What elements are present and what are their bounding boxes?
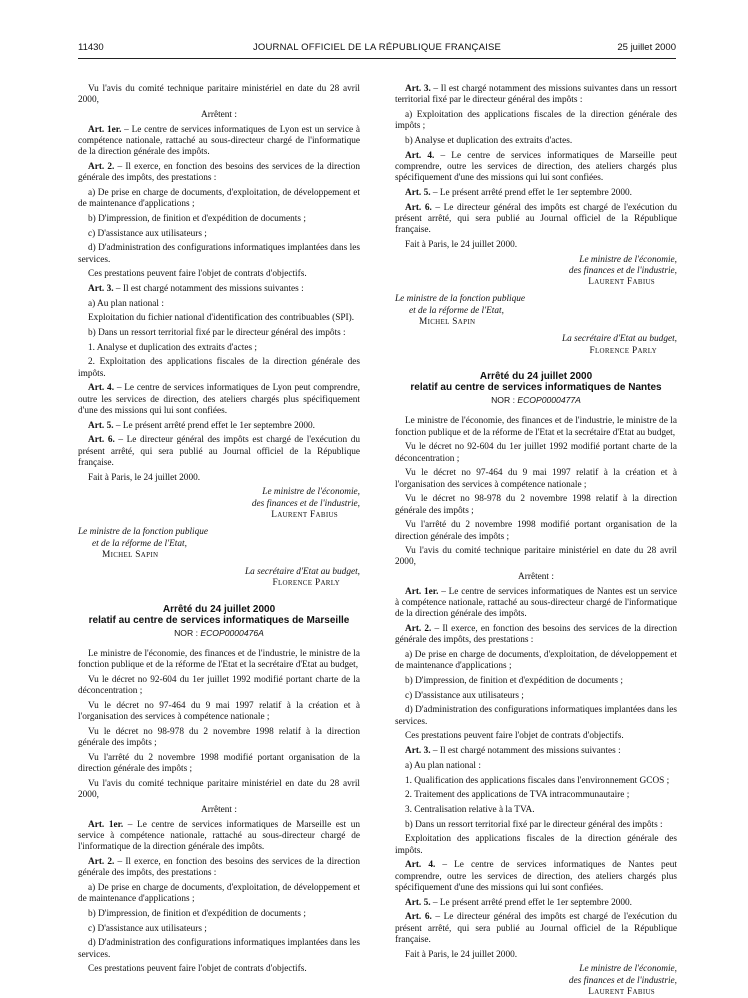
signature-title: et de la réforme de l'Etat,	[92, 538, 187, 549]
article-label: Art. 6.	[405, 912, 432, 923]
paragraph: Vu l'avis du comité technique paritaire ministériel en date du 28 avril 2000,	[78, 84, 360, 106]
article-text: – Le présent arrêté prend effet le 1er septembre 2000.	[113, 420, 315, 431]
paragraph: Ces prestations peuvent faire l'objet de contrats d'objectifs.	[88, 964, 307, 975]
article-4	[395, 860, 677, 894]
article-text: – Il exerce, en fonction des besoins des services de la direction générale des impôts, des prestations :	[78, 161, 360, 184]
article-text: – Le centre de services informatiques de Marseille est un service à compétence nationale, rattaché au sous-directeur chargé de l'informatique de la direction générale des impôts.	[78, 819, 360, 853]
decree-title-nantes	[395, 371, 677, 394]
article-text: – Le présent arrêté prend effet le 1er septembre 2000.	[430, 187, 632, 198]
article-6	[395, 203, 677, 237]
list-item: 1. Analyse et duplication des extraits d'actes ;	[88, 342, 257, 353]
article-text: – Le centre de services informatiques de Lyon est un service à compétence nationale, rattaché au sous-directeur chargé de l'informatique de la direction générale des impôts.	[78, 124, 360, 158]
signature-name: Laurent Fabius	[588, 986, 655, 997]
list-item: b) Dans un ressort territorial fixé par le directeur général des impôts :	[405, 819, 663, 830]
article-5	[78, 421, 360, 432]
article-1	[78, 820, 360, 854]
nor-code: ECOP0000477A	[517, 394, 581, 405]
article-text: – Il exerce, en fonction des besoins des services de la direction générale des impôts, des prestations :	[395, 624, 677, 646]
paragraph: Vu l'avis du comité technique paritaire ministériel en date du 28 avril 2000,	[78, 778, 360, 801]
list-item: a) De prise en charge de documents, d'exploitation, de développement et de maintenance d'applications ;	[395, 650, 677, 672]
list-item: c) D'assistance aux utilisateurs ;	[88, 228, 207, 239]
article-6	[395, 912, 677, 946]
list-item: a) Au plan national :	[405, 760, 481, 771]
list-item: 3. Centralisation relative à la TVA.	[405, 804, 535, 815]
fait-a-paris: Fait à Paris, le 24 juillet 2000.	[405, 949, 518, 960]
arretent-heading: Arrêtent :	[518, 572, 554, 583]
nor-label: NOR :	[491, 394, 518, 405]
article-label: Art. 2.	[88, 161, 115, 172]
paragraph: Vu l'arrêté du 2 novembre 1998 modifié portant organisation de la direction générale des impôts ;	[78, 752, 360, 775]
list-item: a) De prise en charge de documents, d'exploitation, de développement et de maintenance d'applications ;	[78, 882, 360, 905]
article-3	[395, 746, 677, 757]
decree-title-line: Arrêté du 24 juillet 2000	[162, 603, 276, 615]
article-label: Art. 6.	[88, 435, 115, 446]
article-text: – Le centre de services informatiques de Nantes est un service à compétence nationale, rattaché au sous-directeur chargé de l'informatique de la direction générale des impôts.	[395, 586, 677, 620]
issue-date: 25 juillet 2000	[617, 42, 676, 53]
signature-title: La secrétaire d'Etat au budget,	[245, 567, 360, 578]
article-text: – Le centre de services informatiques de Lyon peut comprendre, outre les services de direction, des ateliers chargés plus spécifiquement d'une des missions qui lui sont confiées.	[78, 383, 361, 416]
decree-title-line: relatif au centre de services informatiques de Marseille	[88, 615, 350, 627]
article-text: – Il est chargé notamment des missions suivantes dans un ressort territorial fixé par le directeur général des impôts :	[395, 84, 677, 106]
article-label: Art. 1er.	[88, 124, 122, 135]
article-label: Art. 4.	[88, 383, 115, 394]
signature-ministre-fonction-publique	[78, 527, 360, 561]
signature-title: des finances et de l'industrie,	[568, 265, 677, 276]
nor-reference	[78, 628, 360, 639]
paragraph: Vu le décret no 98-978 du 2 novembre 1998 relatif à la direction générale des impôts ;	[395, 494, 677, 516]
nor-code: ECOP0000476A	[200, 627, 264, 638]
fait-a-paris: Fait à Paris, le 24 juillet 2000.	[88, 472, 201, 483]
article-text: – Il est chargé notamment des missions suivantes :	[113, 283, 304, 294]
list-item: 2. Exploitation des applications fiscales de la direction générale des impôts.	[78, 357, 360, 379]
journal-title: JOURNAL OFFICIEL DE LA RÉPUBLIQUE FRANÇAISE	[252, 42, 502, 53]
signature-title: Le ministre de l'économie,	[579, 254, 677, 265]
arretent-heading: Arrêtent :	[201, 109, 237, 120]
paragraph: Vu le décret no 97-464 du 9 mai 1997 relatif à la création et à l'organisation des services à compétence nationale ;	[78, 700, 360, 723]
paragraph: Le ministre de l'économie, des finances et de l'industrie, le ministre de la fonction publique et de la réforme de l'Etat et la secrétaire d'Etat au budget,	[78, 649, 360, 671]
article-3	[78, 284, 360, 295]
signature-title: Le ministre de l'économie,	[262, 487, 360, 498]
article-label: Art. 1er.	[88, 819, 124, 830]
list-item: d) D'administration des configurations informatiques implantées dans les services.	[78, 938, 360, 960]
signature-ministre-fonction-publique	[395, 294, 677, 328]
article-text: – Le présent arrêté prend effet le 1er septembre 2000.	[430, 897, 632, 908]
article-label: Art. 4.	[405, 150, 435, 161]
signature-title: La secrétaire d'Etat au budget,	[562, 334, 677, 345]
decree-title-line: relatif au centre de services informatiques de Nantes	[410, 382, 662, 394]
paragraph: Vu le décret no 98-978 du 2 novembre 1998 relatif à la direction générale des impôts ;	[78, 726, 360, 749]
page-header	[78, 42, 676, 59]
article-text: – Le centre de services informatiques de Nantes peut comprendre, outre les services de direction, des ateliers chargés plus spécifiquement d'une des missions qui lui sont confiées.	[395, 860, 678, 893]
article-label: Art. 6.	[405, 202, 432, 213]
signature-name: Laurent Fabius	[588, 277, 655, 288]
nor-label: NOR :	[174, 627, 201, 638]
signature-ministre-economie	[78, 487, 360, 521]
list-item: b) D'impression, de finition et d'expédition de documents ;	[88, 908, 306, 919]
article-label: Art. 3.	[405, 84, 431, 94]
list-item: b) D'impression, de finition et d'expédition de documents ;	[88, 213, 306, 224]
article-6	[78, 435, 360, 469]
list-item: d) D'administration des configurations informatiques implantées dans les services.	[395, 705, 677, 727]
article-2	[78, 857, 360, 880]
list-item: 1. Qualification des applications fiscales dans l'environnement GCOS ;	[405, 775, 670, 786]
paragraph: Vu le décret no 92-604 du 1er juillet 1992 modifié portant charte de la déconcentration ;	[395, 442, 677, 464]
list-item: a) Exploitation des applications fiscales de la direction générale des impôts ;	[395, 109, 677, 132]
paragraph: Ces prestations peuvent faire l'objet de contrats d'objectifs.	[88, 269, 307, 280]
article-label: Art. 5.	[405, 897, 431, 908]
article-label: Art. 4.	[405, 860, 436, 871]
arretent-heading: Arrêtent :	[201, 804, 237, 815]
article-3	[395, 84, 677, 107]
paragraph: Vu le décret no 92-604 du 1er juillet 1992 modifié portant charte de la déconcentration ;	[78, 674, 360, 697]
paragraph: Ces prestations peuvent faire l'objet de contrats d'objectifs.	[405, 731, 624, 742]
article-5	[395, 188, 677, 199]
article-1	[395, 587, 677, 621]
article-label: Art. 5.	[88, 420, 114, 431]
signature-name: Michel Sapin	[102, 549, 159, 560]
article-2	[395, 624, 677, 647]
paragraph: Le ministre de l'économie, des finances et de l'industrie, le ministre de la fonction publique et de la réforme de l'Etat et la secrétaire d'Etat au budget,	[395, 416, 677, 438]
article-4	[78, 383, 360, 417]
article-label: Art. 1er.	[405, 586, 439, 597]
signature-name: Laurent Fabius	[271, 509, 338, 520]
signature-title: et de la réforme de l'Etat,	[409, 305, 504, 316]
nor-reference	[395, 395, 677, 406]
signature-ministre-economie	[395, 964, 677, 998]
article-text: – Le centre de services informatiques de Marseille peut comprendre, outre les services de direction, des ateliers chargés plus spécifiquement d'une des missions qui lui sont confiées.	[395, 150, 677, 184]
signature-secretaire-budget	[78, 567, 360, 590]
article-label: Art. 5.	[405, 187, 431, 198]
signature-title: des finances et de l'industrie,	[568, 975, 677, 986]
article-label: Art. 2.	[405, 624, 432, 635]
fait-a-paris: Fait à Paris, le 24 juillet 2000.	[405, 239, 518, 250]
signature-ministre-economie	[395, 255, 677, 289]
article-label: Art. 2.	[88, 856, 115, 867]
list-item: Exploitation des applications fiscales de la direction générale des impôts.	[395, 834, 677, 856]
signature-title: Le ministre de la fonction publique	[78, 527, 209, 538]
article-label: Art. 3.	[405, 746, 431, 757]
paragraph: Vu le décret no 97-464 du 9 mai 1997 relatif à la création et à l'organisation des services à compétence nationale ;	[395, 468, 677, 490]
decree-title-marseille	[78, 604, 360, 627]
article-text: – Le directeur général des impôts est chargé de l'exécution du présent arrêté, qui sera publié au Journal officiel de la République française.	[78, 435, 361, 468]
article-text: – Le directeur général des impôts est chargé de l'exécution du présent arrêté, qui sera publié au Journal officiel de la République française.	[395, 912, 678, 945]
list-item: Exploitation du fichier national d'identification des contribuables (SPI).	[88, 313, 355, 324]
paragraph: Vu l'arrêté du 2 novembre 1998 modifié portant organisation de la direction générale des impôts ;	[395, 520, 677, 542]
article-text: – Il exerce, en fonction des besoins des services de la direction générale des impôts, des prestations :	[78, 856, 360, 879]
article-1	[78, 125, 360, 159]
list-item: c) D'assistance aux utilisateurs ;	[88, 923, 207, 934]
list-item: c) D'assistance aux utilisateurs ;	[405, 690, 524, 701]
decree-title-line: Arrêté du 24 juillet 2000	[479, 370, 593, 382]
article-label: Art. 3.	[88, 283, 114, 294]
article-4	[395, 151, 677, 185]
signature-name: Florence Parly	[589, 345, 657, 356]
left-column	[78, 84, 360, 979]
list-item: b) Analyse et duplication des extraits d'actes.	[405, 135, 573, 146]
signature-name: Michel Sapin	[419, 317, 476, 328]
list-item: d) D'administration des configurations informatiques implantées dans les services.	[78, 243, 360, 265]
signature-secretaire-budget	[395, 334, 677, 357]
signature-title: Le ministre de l'économie,	[579, 964, 677, 975]
article-text: – Il est chargé notamment des missions suivantes :	[430, 746, 621, 757]
list-item: b) Dans un ressort territorial fixé par le directeur général des impôts :	[88, 328, 346, 339]
signature-name: Florence Parly	[272, 578, 340, 589]
signature-title: Le ministre de la fonction publique	[395, 294, 526, 305]
list-item: b) D'impression, de finition et d'expédition de documents ;	[405, 676, 623, 687]
signature-title: des finances et de l'industrie,	[251, 498, 360, 509]
list-item: a) Au plan national :	[88, 298, 164, 309]
article-5	[395, 898, 677, 909]
page-number: 11430	[78, 42, 104, 53]
article-2	[78, 162, 360, 185]
article-text: – Le directeur général des impôts est chargé de l'exécution du présent arrêté, qui sera publié au Journal officiel de la République française.	[395, 202, 678, 236]
list-item: 2. Traitement des applications de TVA intracommunautaire ;	[405, 790, 630, 801]
paragraph: Vu l'avis du comité technique paritaire ministériel en date du 28 avril 2000,	[395, 546, 677, 568]
list-item: a) De prise en charge de documents, d'exploitation, de développement et de maintenance d'applications ;	[78, 187, 360, 210]
right-column	[395, 84, 677, 998]
